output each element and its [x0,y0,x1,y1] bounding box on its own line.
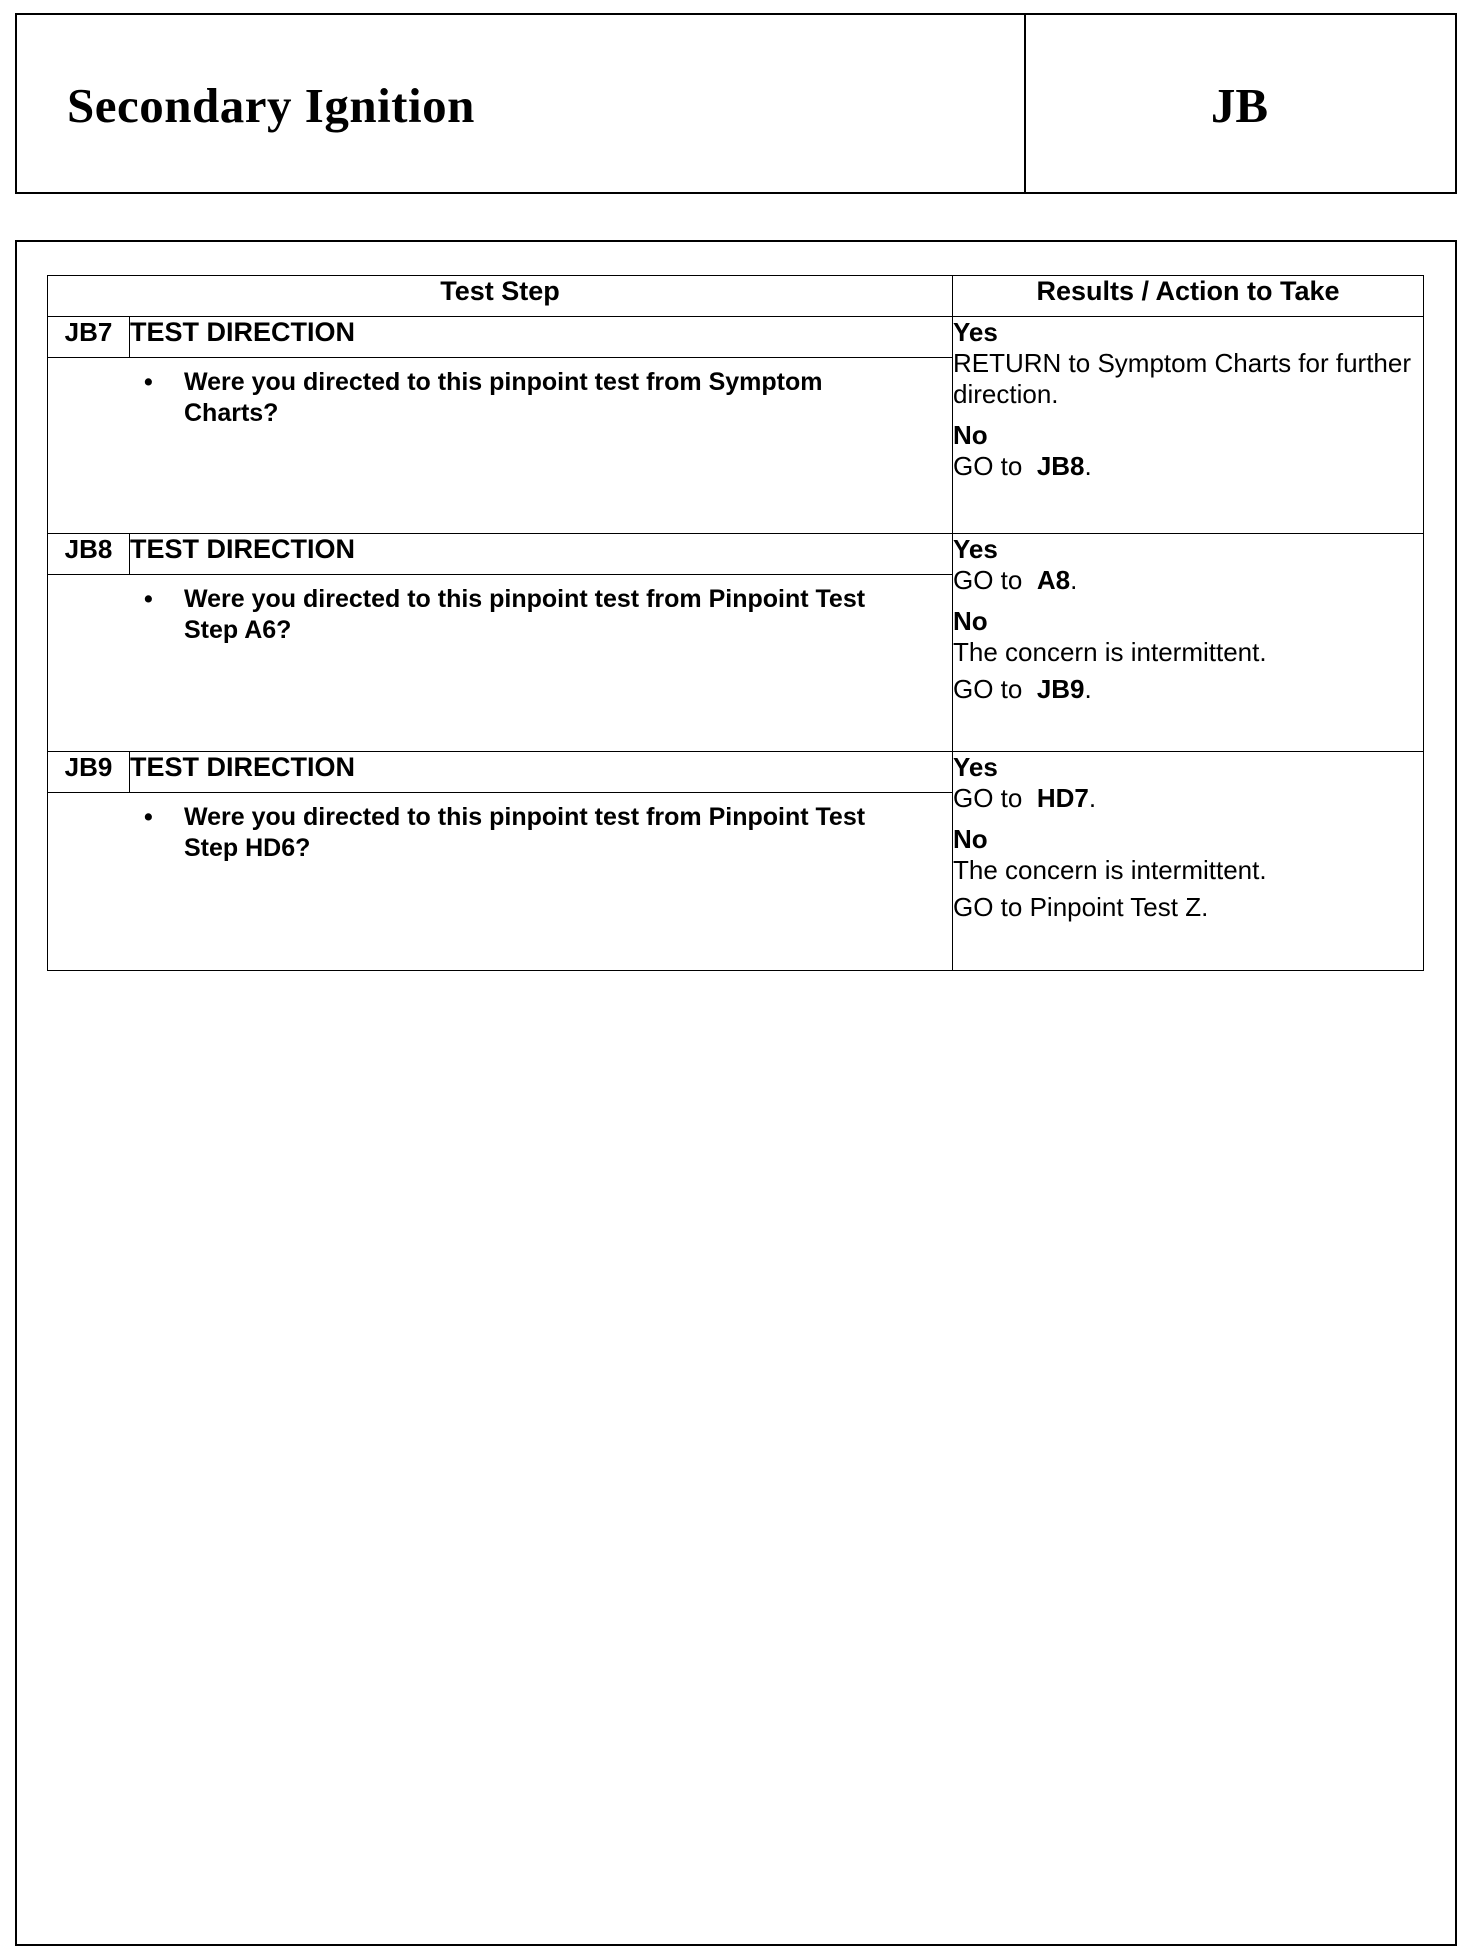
step-question: • Were you directed to this pinpoint test from Pinpoint Test Step HD6? [144,803,866,862]
table-row [48,534,1424,575]
bullet-icon: • [144,368,153,396]
section-code: JB [1210,78,1269,133]
step-result [953,317,1424,534]
table-header-row [48,276,1424,317]
step-link[interactable]: JB9 [1036,674,1085,704]
result-no-text: The concern is intermittent. [953,855,1267,885]
result-no-label: No [953,606,988,636]
result-yes-label: Yes [953,534,998,564]
step-question: • Were you directed to this pinpoint test from Symptom Charts? [144,368,823,427]
table-row [48,752,1424,793]
page-title: Secondary Ignition [67,78,475,133]
test-step-table [47,275,1424,971]
result-no-action: GO to Pinpoint Test Z. [953,892,1209,922]
step-question-cell [48,575,953,752]
step-direction: TEST DIRECTION [130,752,953,793]
go-to-text: GO to [953,565,1023,595]
step-link[interactable]: HD7 [1036,783,1089,813]
go-to-text: GO to [953,783,1023,813]
step-id: JB7 [48,317,130,358]
step-question-cell [48,793,953,971]
bullet-icon: • [144,585,153,613]
result-yes-label: Yes [953,752,998,782]
column-header-results: Results / Action to Take [953,276,1424,317]
result-yes-label: Yes [953,317,998,347]
column-header-test-step: Test Step [48,276,953,317]
step-question: • Were you directed to this pinpoint test from Pinpoint Test Step A6? [144,585,866,644]
bullet-icon: • [144,803,153,831]
result-no-text: The concern is intermittent. [953,637,1267,667]
result-yes-action: GO to A8. [953,565,1078,595]
step-link[interactable]: A8 [1036,565,1071,595]
result-no-action: GO to JB8. [953,451,1092,481]
result-no-label: No [953,420,988,450]
step-id: JB9 [48,752,130,793]
page-header [15,13,1457,194]
step-result [953,534,1424,752]
step-link[interactable]: JB8 [1036,451,1085,481]
result-no-action: GO to JB9. [953,674,1092,704]
step-direction: TEST DIRECTION [130,534,953,575]
step-question-cell [48,358,953,534]
step-id: JB8 [48,534,130,575]
go-to-text: GO to [953,451,1023,481]
table-row [48,317,1424,358]
step-direction: TEST DIRECTION [130,317,953,358]
go-to-text: GO to [953,674,1023,704]
result-yes-text: RETURN to Symptom Charts for further direction. [953,348,1411,409]
result-yes-action: GO to HD7. [953,783,1097,813]
result-no-label: No [953,824,988,854]
step-result [953,752,1424,971]
